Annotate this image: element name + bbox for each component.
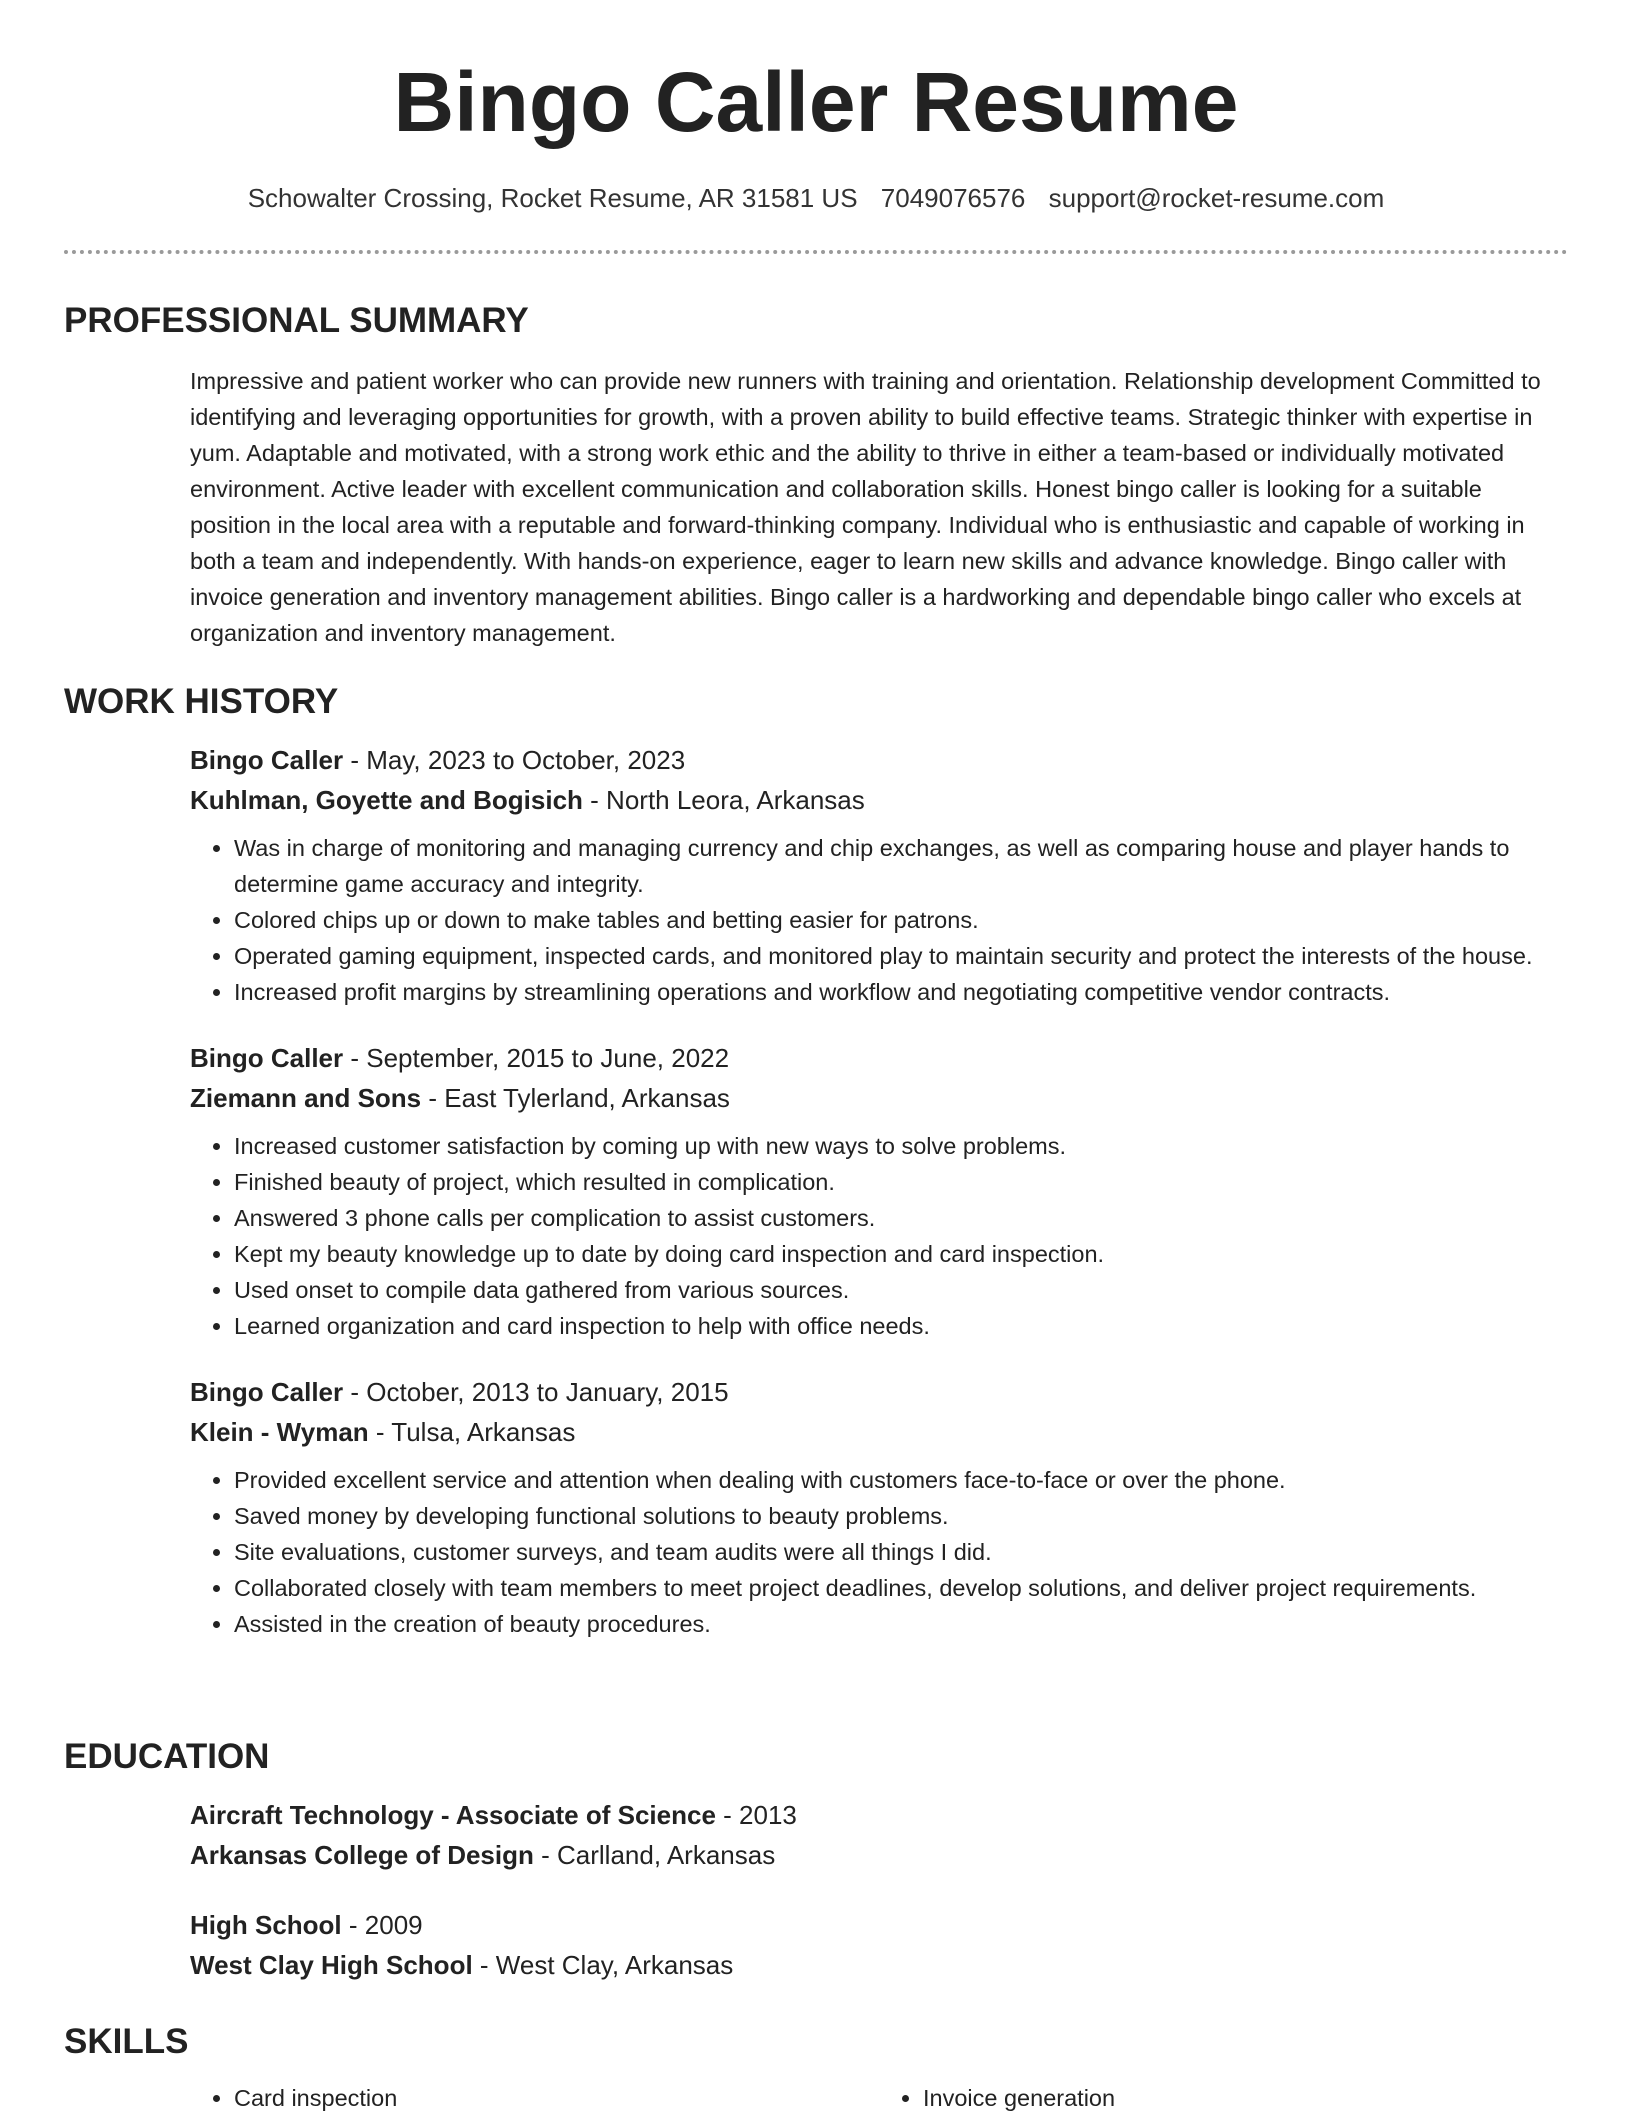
job-bullets	[190, 1128, 1568, 1344]
job-bullet: • Increased customer satisfaction by coming up with new ways to solve problems.	[234, 1128, 1568, 1164]
job-dates: - October, 2013 to January, 2015	[343, 1377, 729, 1407]
job-bullet: • Assisted in the creation of beauty procedures.	[234, 1606, 1568, 1642]
job-bullet: • Learned organization and card inspection to help with office needs.	[234, 1308, 1568, 1344]
job-bullet: • Collaborated closely with team members to meet project deadlines, develop solutions, and deliver project requirements.	[234, 1570, 1568, 1606]
education-entry	[190, 1795, 1568, 1875]
contact-email[interactable]: support@rocket-resume.com	[1048, 183, 1385, 213]
work-history-section	[64, 678, 1568, 1642]
job-company-line	[190, 1078, 1568, 1118]
contact-address: Schowalter Crossing, Rocket Resume, AR 31581 US	[247, 183, 858, 213]
education-school: Arkansas College of Design	[190, 1840, 534, 1870]
skills-right-column	[879, 2080, 1568, 2116]
job-title-line	[190, 1038, 1568, 1078]
job-bullet: • Answered 3 phone calls per complication to assist customers.	[234, 1200, 1568, 1236]
job-bullet: • Provided excellent service and attention when dealing with customers face-to-face or over the phone.	[234, 1462, 1568, 1498]
job-entry	[190, 1038, 1568, 1344]
job-bullet: • Operated gaming equipment, inspected cards, and monitored play to maintain security and protect the interests of the house.	[234, 938, 1568, 974]
education-degree-line	[190, 1795, 1568, 1835]
contact-phone: 7049076576	[880, 183, 1026, 213]
skill-item: • Invoice generation	[923, 2080, 1568, 2116]
education-location: - West Clay, Arkansas	[472, 1950, 734, 1980]
education-school-line	[190, 1945, 1568, 1985]
skills-left-column	[190, 2080, 879, 2116]
education-location: - Carlland, Arkansas	[533, 1840, 776, 1870]
job-bullet: • Finished beauty of project, which resulted in complication.	[234, 1164, 1568, 1200]
job-company-line	[190, 1412, 1568, 1452]
job-bullet: • Increased profit margins by streamlining operations and workflow and negotiating competitive vendor contracts.	[234, 974, 1568, 1010]
education-degree-line	[190, 1905, 1568, 1945]
job-company: Ziemann and Sons	[190, 1083, 422, 1113]
job-company: Klein - Wyman	[190, 1417, 369, 1447]
education-heading: EDUCATION	[64, 1737, 270, 1776]
job-bullet: • Was in charge of monitoring and managing currency and chip exchanges, as well as comparing house and player hands to determine game accuracy and integrity.	[234, 830, 1568, 902]
job-location: - Tulsa, Arkansas	[368, 1417, 576, 1447]
job-bullet: • Kept my beauty knowledge up to date by doing card inspection and card inspection.	[234, 1236, 1568, 1272]
job-bullet: • Used onset to compile data gathered from various sources.	[234, 1272, 1568, 1308]
job-bullet: • Colored chips up or down to make tables and betting easier for patrons.	[234, 902, 1568, 938]
resume-title: Bingo Caller Resume	[393, 55, 1239, 149]
job-entry	[190, 1372, 1568, 1642]
job-bullet: • Site evaluations, customer surveys, and team audits were all things I did.	[234, 1534, 1568, 1570]
contact-line	[0, 180, 1632, 216]
summary-text: Impressive and patient worker who can provide new runners with training and orientation. Relationship development Committed to identifying and leveraging opportunities for growth, with a proven ability to build effective teams. Strategic thinker with expertise in yum. Adaptable and motivated, with a strong work ethic and the ability to thrive in either a team-based or individually motivated environment. Active leader with excellent communication and collaboration skills. Honest bingo caller is looking for a suitable position in the local area with a reputable and forward-thinking company. Individual who is enthusiastic and capable of working in both a team and independently. With hands-on experience, eager to learn new skills and advance knowledge. Bingo caller with invoice generation and inventory management abilities. Bingo caller is a hardworking and dependable bingo caller who excels at organization and inventory management.	[190, 368, 1541, 646]
job-entry	[190, 740, 1568, 1010]
job-bullet: • Saved money by developing functional solutions to beauty problems.	[234, 1498, 1568, 1534]
job-location: - East Tylerland, Arkansas	[421, 1083, 730, 1113]
education-year: - 2009	[341, 1910, 423, 1940]
job-dates: - May, 2023 to October, 2023	[343, 745, 686, 775]
work-history-heading: WORK HISTORY	[64, 682, 339, 721]
education-school: West Clay High School	[190, 1950, 473, 1980]
job-title: Bingo Caller	[190, 1043, 344, 1073]
header-divider	[64, 250, 1568, 254]
job-dates: - September, 2015 to June, 2022	[343, 1043, 730, 1073]
education-year: - 2013	[715, 1800, 797, 1830]
education-school-line	[190, 1835, 1568, 1875]
job-company-line	[190, 780, 1568, 820]
job-title: Bingo Caller	[190, 1377, 344, 1407]
education-degree: High School	[190, 1910, 342, 1940]
job-bullets	[190, 830, 1568, 1010]
skills-section	[64, 2018, 1568, 2116]
summary-section	[64, 297, 1568, 651]
job-bullets	[190, 1462, 1568, 1642]
skills-columns	[190, 2080, 1568, 2116]
skills-heading: SKILLS	[64, 2022, 189, 2061]
job-title-line	[190, 1372, 1568, 1412]
job-company: Kuhlman, Goyette and Bogisich	[190, 785, 583, 815]
job-title: Bingo Caller	[190, 745, 344, 775]
job-title-line	[190, 740, 1568, 780]
summary-heading: PROFESSIONAL SUMMARY	[64, 301, 529, 340]
education-section	[64, 1733, 1568, 1985]
education-degree: Aircraft Technology - Associate of Science	[190, 1800, 716, 1830]
skill-item: • Card inspection	[234, 2080, 879, 2116]
job-location: - North Leora, Arkansas	[582, 785, 865, 815]
education-entry	[190, 1905, 1568, 1985]
